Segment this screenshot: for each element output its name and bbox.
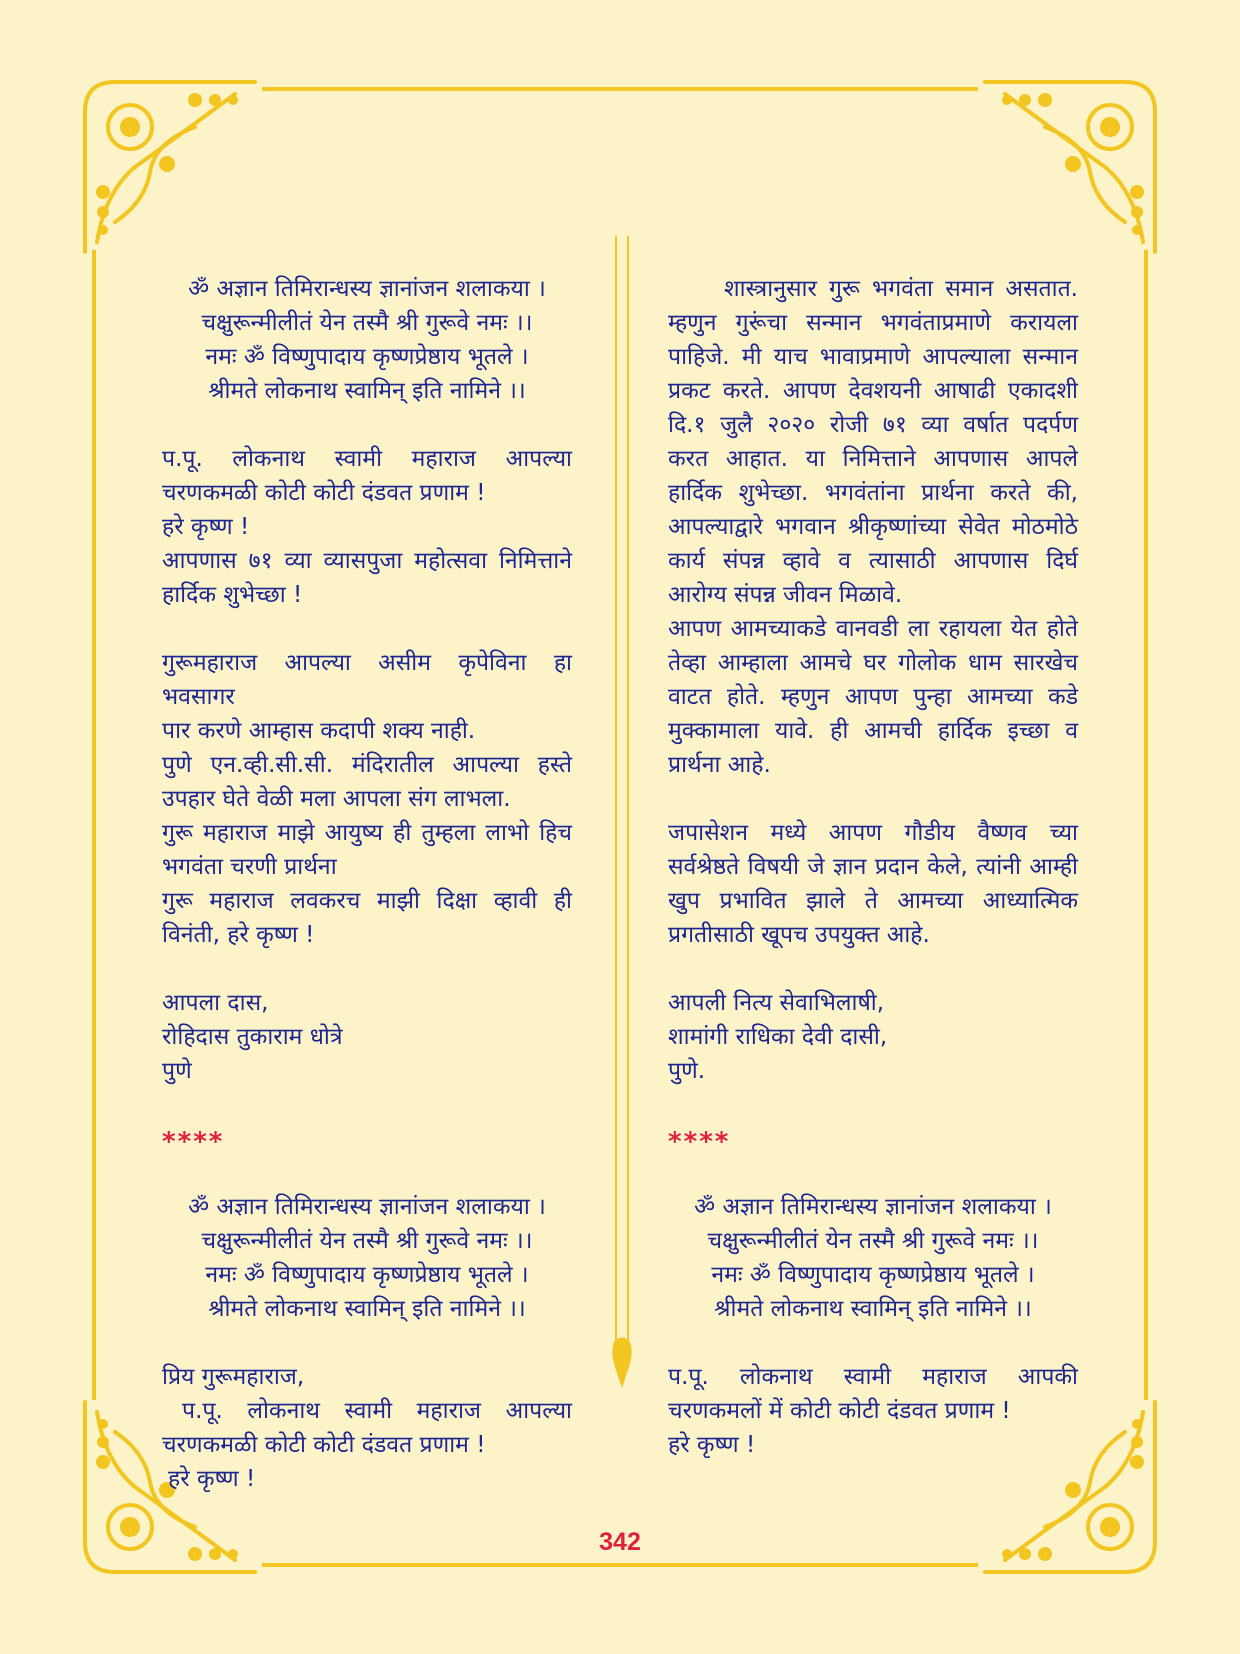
letter-line: हरे कृष्ण ! (162, 514, 250, 540)
paragraph-line: मुक्कामाला यावे. ही आमची हार्दिक इच्छा व (668, 718, 1078, 744)
signature-line: आपला दास, (162, 990, 269, 1016)
paragraph-line: म्हणुन गुरूंचा सन्मान भगवंताप्रमाणे करायला (668, 310, 1078, 336)
letter-line: गुरू महाराज लवकरच माझी दिक्षा व्हावी ही (162, 888, 572, 914)
mantra-line: चक्षुरून्मीलीतं येन तस्मै श्री गुरूवे नमः ।। (201, 1228, 533, 1254)
section-separator-stars: **** (162, 1127, 225, 1157)
mantra-block (162, 1190, 572, 1326)
mantra-block (162, 272, 572, 408)
page-number: 342 (599, 1528, 641, 1556)
mantra-line: श्रीमते लोकनाथ स्वामिन् इति नामिने ।। (208, 378, 526, 404)
letter-block (668, 1360, 1078, 1462)
paragraph-line: दि.१ जुलै २०२० रोजी ७१ व्या वर्षात पदर्पण (668, 412, 1078, 438)
mantra-line: श्रीमते लोकनाथ स्वामिन् इति नामिने ।। (714, 1296, 1032, 1322)
letter-line: पुणे एन.व्ही.सी.सी. मंदिरातील आपल्या हस्ते (162, 752, 572, 778)
mantra-line: ॐ अज्ञान तिमिरान्धस्य ज्ञानांजन शलाकया । (188, 276, 546, 302)
paragraph-line: हार्दिक शुभेच्छा. भगवंतांना प्रार्थना करते की, (668, 480, 1078, 506)
letter-line: हार्दिक शुभेच्छा ! (162, 582, 303, 608)
paragraph-line: वाटत होते. म्हणुन आपण पुन्हा आमच्या कडे (668, 684, 1078, 710)
signature-line: पुणे. (668, 1058, 706, 1084)
letter-line: भगवंता चरणी प्रार्थना (162, 854, 337, 880)
paragraph-line: तेव्हा आम्हाला आमचे घर गोलोक धाम सारखेच (668, 650, 1078, 676)
paragraph-line: खुप प्रभावित झाले ते आमच्या आध्यात्मिक (668, 888, 1078, 914)
letter-line: उपहार घेते वेळी मला आपला संग लाभला. (162, 786, 511, 812)
mantra-line: चक्षुरून्मीलीतं येन तस्मै श्री गुरूवे नमः ।। (707, 1228, 1039, 1254)
paragraph (668, 612, 1078, 782)
letter-line: प.पू. लोकनाथ स्वामी महाराज आपल्या (182, 1398, 572, 1424)
letter-line: चरणकमळी कोटी कोटी दंडवत प्रणाम ! (162, 1432, 486, 1458)
mantra-line: नमः ॐ विष्णुपादाय कृष्णप्रेष्ठाय भूतले । (205, 1262, 529, 1288)
paragraph-line: कार्य संपन्न व्हावे व त्यासाठी आपणास दिर्घ (668, 548, 1078, 574)
salutation: प्रिय गुरूमहाराज, (162, 1364, 305, 1390)
paragraph (668, 816, 1078, 952)
paragraph-line: प्रकट करते. आपण देवशयनी आषाढी एकादशी (668, 378, 1078, 404)
mantra-block (668, 1190, 1078, 1326)
letter-line: प.पू. लोकनाथ स्वामी महाराज आपकी (668, 1364, 1078, 1390)
paragraph-line: आपल्याद्वारे भगवान श्रीकृष्णांच्या सेवेत मोठमोठे (668, 514, 1078, 540)
letter-line: विनंती, हरे कृष्ण ! (162, 922, 315, 948)
mantra-line: ॐ अज्ञान तिमिरान्धस्य ज्ञानांजन शलाकया । (188, 1194, 546, 1220)
frame-top-line (262, 87, 978, 91)
mantra-line: श्रीमते लोकनाथ स्वामिन् इति नामिने ।। (208, 1296, 526, 1322)
paragraph-line: शास्त्रानुसार गुरू भगवंता समान असतात. (724, 276, 1078, 302)
signature-line: रोहिदास तुकाराम धोत्रे (162, 1024, 343, 1050)
frame-bottom-line (262, 1563, 978, 1567)
letter-line: गुरूमहाराज आपल्या असीम कृपेविना हा भवसागर (162, 650, 572, 710)
signature-line: आपली नित्य सेवाभिलाषी, (668, 990, 885, 1016)
frame-right-line (1144, 250, 1148, 1400)
paragraph (668, 272, 1078, 612)
letter-line: हरे कृष्ण ! (668, 1432, 756, 1458)
signature-line: शामांगी राधिका देवी दासी, (668, 1024, 888, 1050)
paragraph-line: जपासेशन मध्ये आपण गौडीय वैष्णव च्या (668, 820, 1078, 846)
paragraph-line: पाहिजे. मी याच भावाप्रमाणे आपल्याला सन्मान (668, 344, 1078, 370)
mantra-line: नमः ॐ विष्णुपादाय कृष्णप्रेष्ठाय भूतले । (205, 344, 529, 370)
paragraph-line: आपण आमच्याकडे वानवडी ला रहायला येत होते (668, 616, 1078, 642)
mantra-line: ॐ अज्ञान तिमिरान्धस्य ज्ञानांजन शलाकया । (694, 1194, 1052, 1220)
paragraph-line: प्रगतीसाठी खूपच उपयुक्त आहे. (668, 922, 930, 948)
mantra-line: नमः ॐ विष्णुपादाय कृष्णप्रेष्ठाय भूतले । (711, 1262, 1035, 1288)
right-column (668, 272, 1078, 1462)
mantra-line: चक्षुरून्मीलीतं येन तस्मै श्री गुरूवे नमः ।। (201, 310, 533, 336)
letter-line: आपणास ७१ व्या व्यासपुजा महोत्सवा निमित्ताने (162, 548, 572, 574)
left-column (162, 272, 572, 1496)
section-separator-stars: **** (668, 1127, 731, 1157)
frame-left-line (92, 250, 96, 1400)
letter-line: चरणकमळी कोटी कोटी दंडवत प्रणाम ! (162, 480, 486, 506)
vertical-column-divider-icon (612, 236, 632, 1396)
paragraph-line: आरोग्य संपन्न जीवन मिळावे. (668, 582, 903, 608)
letter-line: चरणकमलों में कोटी कोटी दंडवत प्रणाम ! (668, 1398, 1011, 1424)
letter-block (162, 1360, 572, 1496)
floral-corner-ornament-icon (975, 72, 1165, 262)
letter-block (162, 442, 572, 1088)
letter-line: गुरू महाराज माझे आयुष्य ही तुम्हला लाभो हिच (162, 820, 572, 846)
letter-line: पार करणे आम्हास कदापी शक्य नाही. (162, 718, 476, 744)
paragraph-line: प्रार्थना आहे. (668, 752, 771, 778)
paragraph-line: करत आहात. या निमित्ताने आपणास आपले (668, 446, 1078, 472)
letter-line: प.पू. लोकनाथ स्वामी महाराज आपल्या (162, 446, 572, 472)
floral-corner-ornament-icon (75, 72, 265, 262)
paragraph-line: सर्वश्रेष्ठते विषयी जे ज्ञान प्रदान केले, त्यांनी आम्ही (668, 854, 1078, 880)
signature-line: पुणे (162, 1058, 192, 1084)
letter-line: हरे कृष्ण ! (168, 1466, 256, 1492)
